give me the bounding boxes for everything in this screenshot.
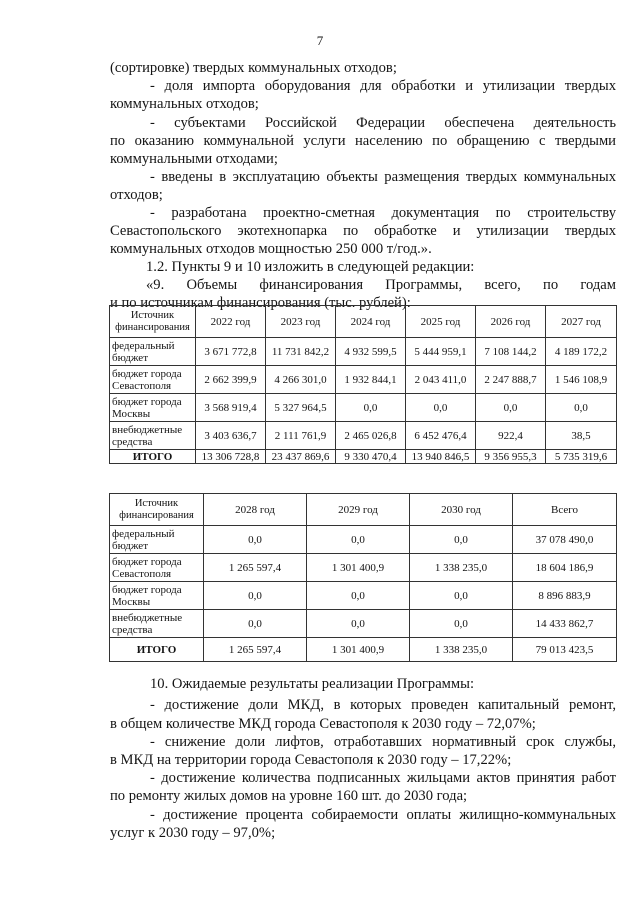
value-cell: 2 111 761,9	[266, 422, 336, 450]
total-row	[110, 450, 617, 464]
header-cell: 2030 год	[410, 494, 513, 526]
text-line: коммунальных отходов мощностью 250 000 т/год.».	[110, 241, 432, 257]
source-cell: бюджет города Москвы	[110, 582, 204, 610]
value-cell: 3 568 919,4	[196, 394, 266, 422]
total-cell: 79 013 423,5	[513, 638, 617, 662]
text-line: - субъектами Российской Федерации обеспечена деятельность	[150, 115, 616, 131]
value-cell: 0,0	[410, 526, 513, 554]
total-cell: 9 330 470,4	[336, 450, 406, 464]
text-line: в МКД на территории города Севастополя к 2030 году – 17,22%;	[110, 752, 512, 768]
value-cell: 0,0	[204, 582, 307, 610]
header-cell: Всего	[513, 494, 617, 526]
header-cell: 2027 год	[546, 306, 617, 338]
total-cell: 1 265 597,4	[204, 638, 307, 662]
table-row	[110, 422, 617, 450]
table-row	[110, 338, 617, 366]
header-cell: 2028 год	[204, 494, 307, 526]
text-line: Севастопольского экотехнопарка по обработке и утилизации твердых	[110, 223, 616, 239]
source-cell: внебюджетные средства	[110, 610, 204, 638]
page-number: 7	[316, 33, 324, 48]
text-line: по оказанию коммунальной услуги населению по обращению с твердыми	[110, 133, 616, 149]
text-line: - достижение процента собираемости оплаты жилищно-коммунальных	[150, 807, 616, 823]
value-cell: 0,0	[307, 582, 410, 610]
text-line: 1.2. Пункты 9 и 10 изложить в следующей редакции:	[146, 259, 475, 275]
value-cell: 1 546 108,9	[546, 366, 617, 394]
value-cell: 0,0	[410, 610, 513, 638]
table-row	[110, 366, 617, 394]
financing-table-2028-2030	[109, 493, 617, 662]
table-row	[110, 582, 617, 610]
total-cell: 13 940 846,5	[406, 450, 476, 464]
value-cell: 11 731 842,2	[266, 338, 336, 366]
total-cell: 1 338 235,0	[410, 638, 513, 662]
text-line: (сортировке) твердых коммунальных отходов;	[110, 60, 397, 76]
source-cell: бюджет города Севастополя	[110, 366, 196, 394]
table-row	[110, 610, 617, 638]
header-cell: 2029 год	[307, 494, 410, 526]
total-cell: 9 356 955,3	[476, 450, 546, 464]
value-cell: 1 265 597,4	[204, 554, 307, 582]
value-cell: 5 444 959,1	[406, 338, 476, 366]
table-row	[110, 394, 617, 422]
total-cell: 1 301 400,9	[307, 638, 410, 662]
value-cell: 2 043 411,0	[406, 366, 476, 394]
header-cell: 2025 год	[406, 306, 476, 338]
section-heading: 10. Ожидаемые результаты реализации Программы:	[150, 676, 474, 692]
value-cell: 3 671 772,8	[196, 338, 266, 366]
value-cell: 18 604 186,9	[513, 554, 617, 582]
total-row	[110, 638, 617, 662]
text-line: услуг к 2030 году – 97,0%;	[110, 825, 276, 841]
header-cell: 2024 год	[336, 306, 406, 338]
text-line: в общем количестве МКД города Севастополя к 2030 году – 72,07%;	[110, 716, 536, 732]
table-row	[110, 554, 617, 582]
value-cell: 37 078 490,0	[513, 526, 617, 554]
source-cell: федеральный бюджет	[110, 526, 204, 554]
text-line: - снижение доли лифтов, отработавших нормативный срок службы,	[150, 734, 616, 750]
value-cell: 4 266 301,0	[266, 366, 336, 394]
value-cell: 0,0	[476, 394, 546, 422]
value-cell: 0,0	[406, 394, 476, 422]
text-line: - разработана проектно-сметная документация по строительству	[150, 205, 616, 221]
value-cell: 1 932 844,1	[336, 366, 406, 394]
value-cell: 922,4	[476, 422, 546, 450]
value-cell: 0,0	[410, 582, 513, 610]
value-cell: 1 301 400,9	[307, 554, 410, 582]
total-cell: 23 437 869,6	[266, 450, 336, 464]
value-cell: 2 662 399,9	[196, 366, 266, 394]
total-label-cell: ИТОГО	[110, 450, 196, 464]
value-cell: 0,0	[336, 394, 406, 422]
header-cell: 2023 год	[266, 306, 336, 338]
text-line: - введены в эксплуатацию объекты размещения твердых коммунальных	[150, 169, 616, 185]
header-cell: 2026 год	[476, 306, 546, 338]
text-line: - доля импорта оборудования для обработки и утилизации твердых	[150, 78, 616, 94]
source-cell: федеральный бюджет	[110, 338, 196, 366]
header-cell: Источник финансирования	[110, 306, 196, 338]
text-line: по ремонту жилых домов на уровне 160 шт. до 2030 года;	[110, 788, 468, 804]
text-line: отходов;	[110, 187, 163, 203]
value-cell: 4 189 172,2	[546, 338, 617, 366]
text-line: и по источникам финансирования (тыс. рублей):	[110, 295, 411, 311]
text-line: - достижение количества подписанных жильцами актов принятия работ	[150, 770, 616, 786]
value-cell: 0,0	[307, 526, 410, 554]
value-cell: 2 247 888,7	[476, 366, 546, 394]
total-cell: 5 735 319,6	[546, 450, 617, 464]
total-cell: 13 306 728,8	[196, 450, 266, 464]
value-cell: 3 403 636,7	[196, 422, 266, 450]
text-line: коммунальными отходами;	[110, 151, 278, 167]
value-cell: 2 465 026,8	[336, 422, 406, 450]
table-header-row	[110, 306, 617, 338]
value-cell: 0,0	[546, 394, 617, 422]
value-cell: 8 896 883,9	[513, 582, 617, 610]
value-cell: 0,0	[204, 610, 307, 638]
value-cell: 1 338 235,0	[410, 554, 513, 582]
value-cell: 7 108 144,2	[476, 338, 546, 366]
header-cell: Источник финансирования	[110, 494, 204, 526]
table-header-row	[110, 494, 617, 526]
financing-table-2022-2027	[109, 305, 617, 464]
source-cell: бюджет города Севастополя	[110, 554, 204, 582]
value-cell: 5 327 964,5	[266, 394, 336, 422]
header-cell: 2022 год	[196, 306, 266, 338]
text-line: «9. Объемы финансирования Программы, всего, по годам	[146, 277, 616, 293]
source-cell: внебюджетные средства	[110, 422, 196, 450]
value-cell: 0,0	[204, 526, 307, 554]
text-line: коммунальных отходов;	[110, 96, 259, 112]
total-label-cell: ИТОГО	[110, 638, 204, 662]
value-cell: 6 452 476,4	[406, 422, 476, 450]
text-line: - достижение доли МКД, в которых проведен капитальный ремонт,	[150, 697, 616, 713]
value-cell: 0,0	[307, 610, 410, 638]
value-cell: 14 433 862,7	[513, 610, 617, 638]
value-cell: 4 932 599,5	[336, 338, 406, 366]
source-cell: бюджет города Москвы	[110, 394, 196, 422]
value-cell: 38,5	[546, 422, 617, 450]
table-row	[110, 526, 617, 554]
